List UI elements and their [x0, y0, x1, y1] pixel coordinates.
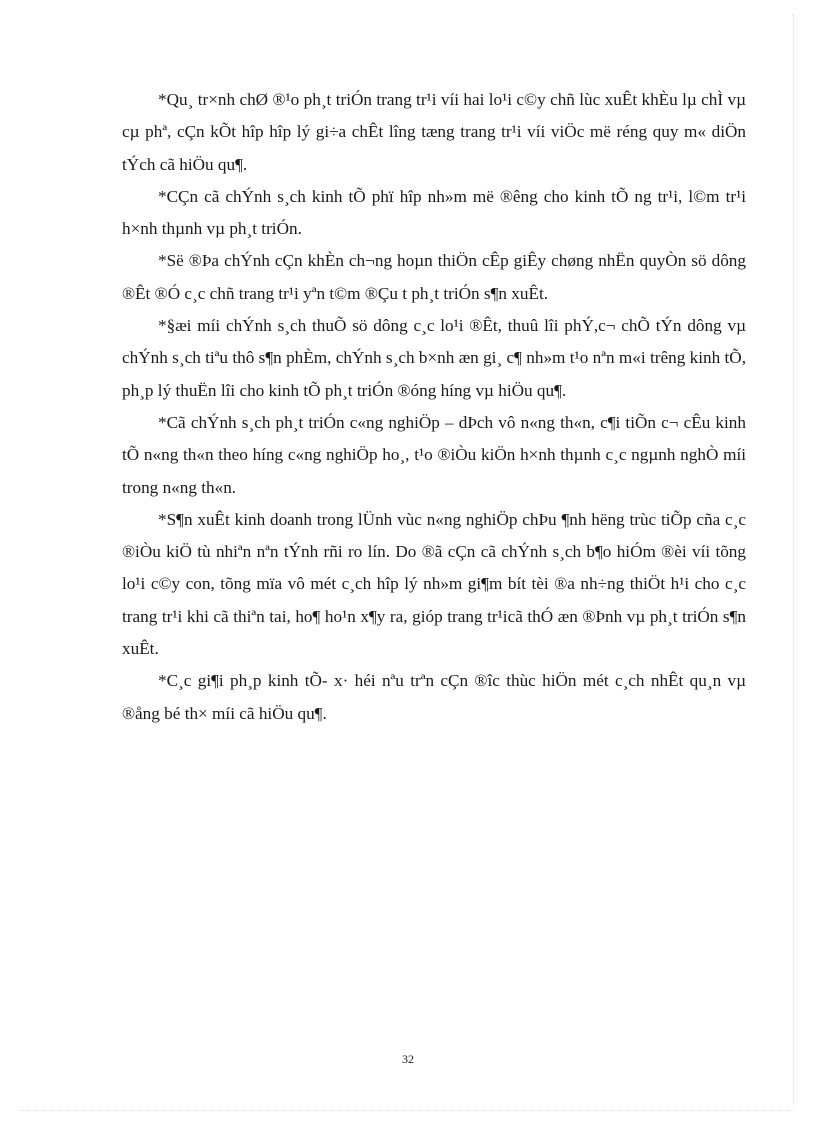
paragraph-1: *Qu¸ tr×nh chØ ®¹o ph¸t triÓn trang tr¹i víi hai lo¹i c©y chñ lùc xuÊt khÈu lµ chÌ vµ cµ phª, cÇn kÕt hîp hîp lý gi÷a chÊt lîng tæng trang tr¹i víi viÖc më réng quy m« diÖn tÝch cã hiÖu qu¶. [122, 90, 746, 174]
document-body [122, 84, 746, 730]
paragraph-5: *Cã chÝnh s¸ch ph¸t triÓn c«ng nghiÖp – dÞch vô n«ng th«n, c¶i tiÕn c¬ cÊu kinh tÕ n«ng th«n theo híng c«ng nghiÖp ho¸, t¹o ®iÒu kiÖn h×nh thµnh c¸c ngµnh nghÒ míi trong n«ng th«n. [122, 412, 746, 497]
paragraph-2: *CÇn cã chÝnh s¸ch kinh tÕ phï hîp nh»m më ®êng cho kinh tÕ ng tr¹i, l©m tr¹i h×nh thµnh vµ ph¸t triÓn. [122, 186, 746, 239]
paragraph-4: *§æi míi chÝnh s¸ch thuÕ sö dông c¸c lo¹i ®Êt, thuû lîi phÝ,c¬ chÕ tÝn dông vµ chÝnh s¸ch tiªu thô s¶n phÈm, chÝnh s¸ch b×nh æn gi¸ c¶ nh»m t¹o nªn m«i trêng kinh tÕ, ph¸p lý thuËn lîi cho kinh tÕ ph¸t triÓn ®óng híng vµ hiÖu qu¶. [122, 316, 746, 400]
page-right-border [793, 14, 794, 1104]
paragraph-6: *S¶n xuÊt kinh doanh trong lÜnh vùc n«ng nghiÖp chÞu ¶nh hëng trùc tiÕp cña c¸c ®iÒu kiÖ tù nhiªn nªn tÝnh rñi ro lín. Do ®ã cÇn cã chÝnh s¸ch b¶o hiÓm ®èi víi tõng lo¹i c©y con, tõng mïa vô mét c¸ch hîp lý nh»m gi¶m bít tèi ®a nh÷ng thiÖt h¹i cho c¸c trang tr¹i khi cã thiªn tai, ho¶ ho¹n x¶y ra, gióp trang tr¹icã thÓ æn ®Þnh vµ ph¸t triÓn s¶n xuÊt. [122, 509, 746, 659]
paragraph-3: *Së ®Þa chÝnh cÇn khÈn ch¬ng hoµn thiÖn cÊp giÊy chøng nhËn quyÒn sö dông ®Êt ®Ó c¸c chñ trang tr¹i yªn t©m ®Çu t ph¸t triÓn s¶n xuÊt. [122, 251, 746, 303]
paragraph-7: *C¸c gi¶i ph¸p kinh tÕ- x· héi nªu trªn cÇn ®îc thùc hiÖn mét c¸ch nhÊt qu¸n vµ ®ång bé th× míi cã hiÖu qu¶. [122, 671, 746, 723]
page-bottom-border [20, 1110, 794, 1111]
page-number: 32 [402, 1052, 414, 1066]
